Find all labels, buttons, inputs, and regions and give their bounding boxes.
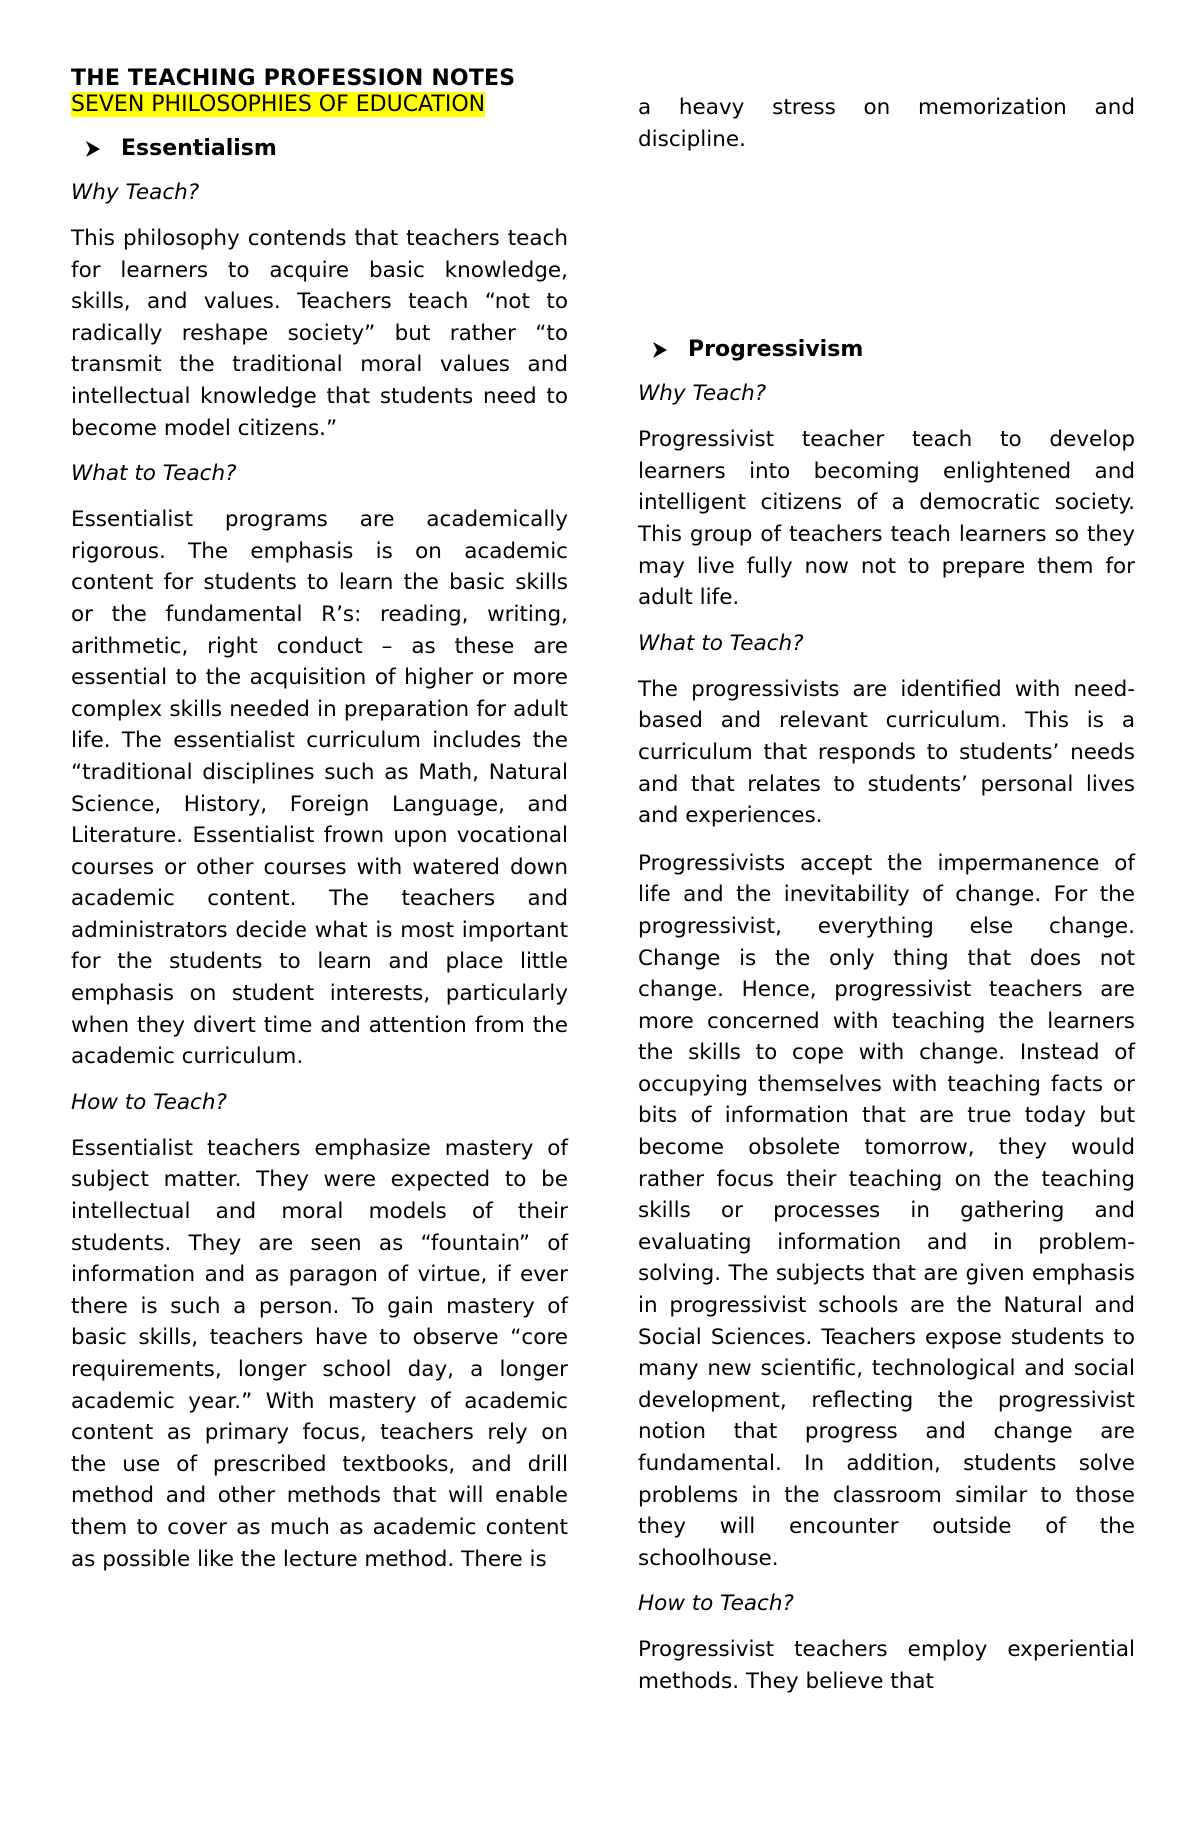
progressivism-what-text-2: Progressivists accept the impermanence of life and the inevitability of change. For the progressivist, everything else change. Change is the only thing that does not change. Hence, progressivist teachers are more concerned with teaching the learners the skills to cope with change. Instead of occupying themselves with teaching facts or bits of information that are true today but become obsolete tomorrow, they would rather focus their teaching on the teaching skills or processes in gathering and evaluating information and in problem-solving. The subjects that are given emphasis in progressivist schools are the Natural and Social Sciences. Teachers expose students to many new scientific, technological and social development, reflecting the progressivist notion that progress and change are fundamental. In addition, students solve problems in the classroom similar to those they will encounter outside of the schoolhouse. (638, 850, 1135, 1571)
essentialism-heading (71, 135, 568, 163)
progressivism-what-text-1: The progressivists are identified with need-based and relevant curriculum. This is a curriculum that responds to students’ needs and that relates to students’ personal lives and experiences. (638, 676, 1135, 829)
document-title: THE TEACHING PROFESSION NOTES (71, 66, 516, 91)
essentialism-what-text: Essentialist programs are academically rigorous. The emphasis is on academic content for students to learn the basic skills or the fundamental R’s: reading, writing, arithmetic, right conduct – as these are essential to the acquisition of higher or more complex skills needed in preparation for adult life. The essentialist curriculum includes the “traditional disciplines such as Math, Natural Science, History, Foreign Language, and Literature. Essentialist frown upon vocational courses or other courses with watered down academic content. The teachers and administrators decide what is most important for the students to learn and place little emphasis on student interests, particularly when they divert time and attention from the academic curriculum. (71, 507, 568, 1070)
essentialism-how-text-continued: a heavy stress on memorization and discipline. (638, 95, 1135, 152)
essentialism-how-text: Essentialist teachers emphasize mastery of subject matter. They were expected to be intellectual and moral models of their students. They are seen as “fountain” of information and as paragon of virtue, if ever there is such a person. To gain mastery of basic skills, teachers have to observe “core requirements, longer school day, a longer academic year.” With mastery of academic content as primary focus, teachers rely on the use of prescribed textbooks, and drill method and other methods that will enable them to cover as much as academic content as possible like the lecture method. There is (71, 1135, 568, 1572)
progressivism-why-label: Why Teach? (638, 381, 767, 407)
chevron-right-icon (650, 340, 674, 360)
progressivism-how-text: Progressivist teachers employ experiential methods. They believe that (638, 1637, 1135, 1694)
progressivism-how-label: How to Teach? (638, 1591, 794, 1617)
essentialism-how-label: How to Teach? (71, 1089, 227, 1115)
progressivism-what-label: What to Teach? (638, 630, 804, 656)
chevron-right-icon (83, 139, 107, 159)
right-column (638, 67, 1135, 1714)
subtitle-highlight: SEVEN PHILOSOPHIES OF EDUCATION (71, 92, 486, 117)
progressivism-heading-label: Progressivism (688, 337, 864, 363)
essentialism-why-text: This philosophy contends that teachers teach for learners to acquire basic knowledge, skills, and values. Teachers teach “not to radically reshape society” but rather “to transmit the traditional moral values and intellectual knowledge that students need to become model citizens.” (71, 226, 568, 441)
progressivism-heading (638, 336, 1135, 364)
left-column (71, 67, 568, 1591)
column-spacer (638, 171, 1135, 320)
progressivism-why-text: Progressivist teacher teach to develop learners into becoming enlightened and intelligent citizens of a democratic society. This group of teachers teach learners so they may live fully now not to prepare them for adult life. (638, 427, 1135, 611)
essentialism-why-label: Why Teach? (71, 180, 200, 205)
essentialism-heading-label: Essentialism (121, 136, 277, 161)
essentialism-what-label: What to Teach? (71, 461, 237, 487)
document-subtitle (71, 91, 568, 119)
